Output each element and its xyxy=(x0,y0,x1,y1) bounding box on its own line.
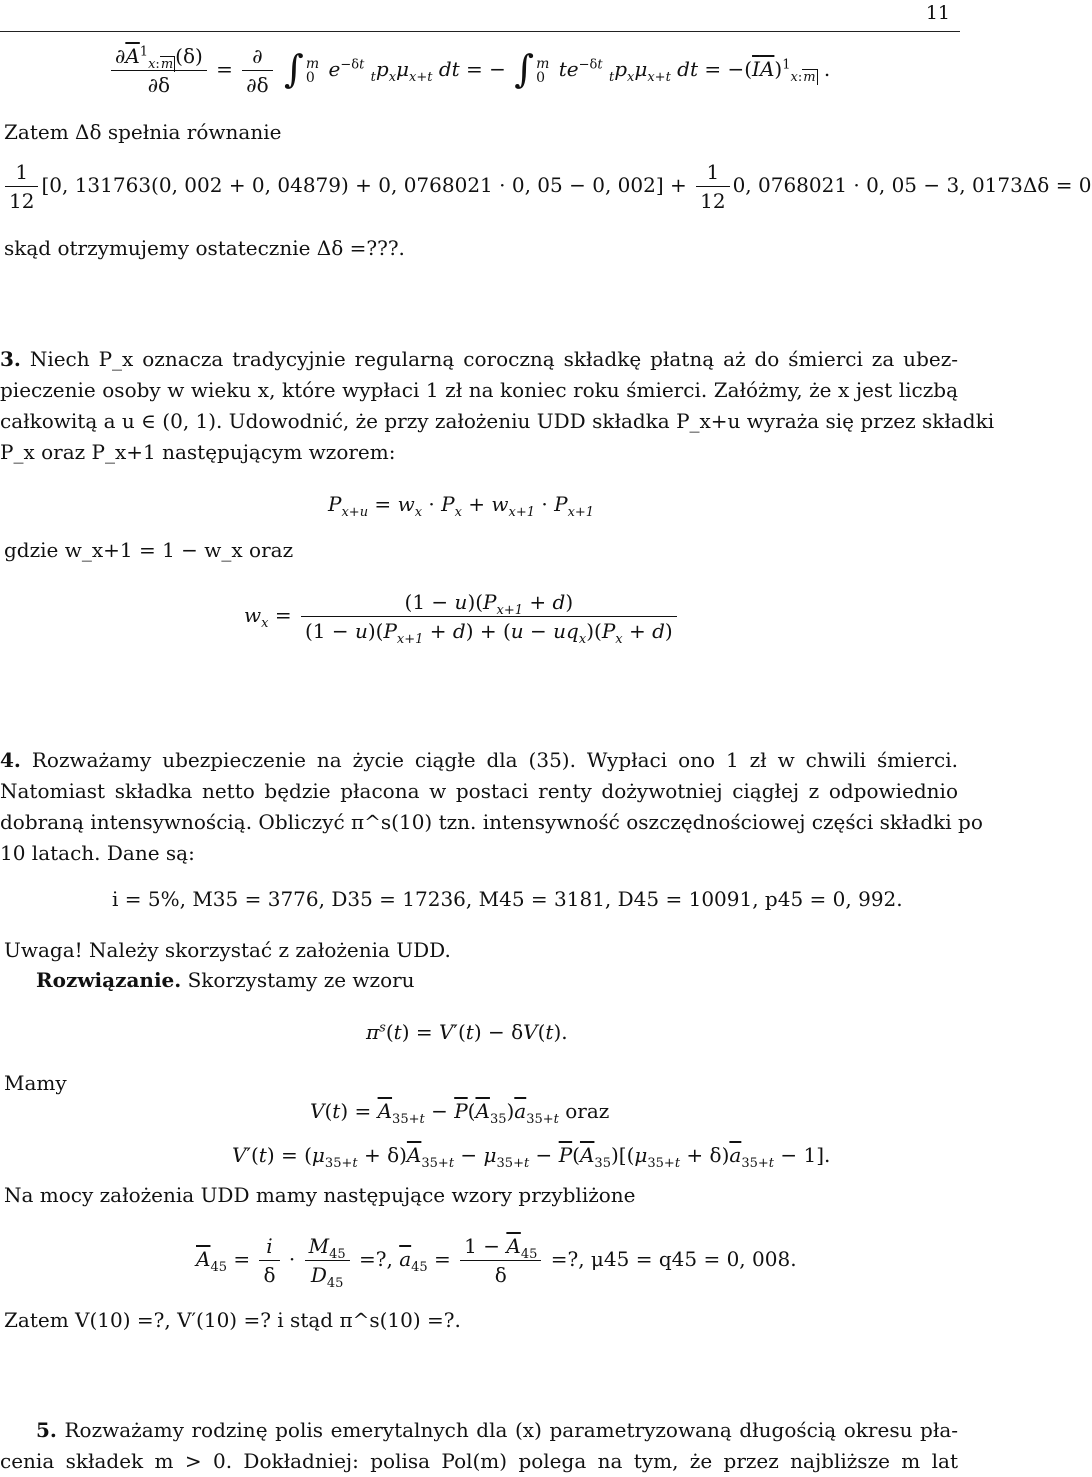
problem3-line2: pieczenie osoby w wieku x, które wypłaci 1 zł na koniec roku śmierci. Załóżmy, że x jest liczbą xyxy=(0,378,958,402)
problem4-line1: 4. Rozważamy ubezpieczenie na życie ciągłe dla (35). Wypłaci ono 1 zł w chwili śmierci. xyxy=(0,748,958,772)
fraction-one: 1 xyxy=(5,160,38,187)
problem4-line3: dobraną intensywnością. Obliczyć π^s(10) tzn. intensywność oszczędnościowej części składki po xyxy=(0,810,983,834)
udd-premium-formula: $P_{x+u} = w_x \cdot P_x + w_{x+1} \cdot P_{x+1}$ xyxy=(328,492,595,520)
bracket-expression: [0, 131763(0, 002 + 0, 04879) + 0, 0768021 · 0, 05 − 0, 002] + xyxy=(41,173,687,197)
problem5-line1: 5. Rozważamy rodzinę polis emerytalnych dla (x) parametryzowaną długością okresu pła- xyxy=(36,1418,959,1442)
problem3-line4: P_x oraz P_x+1 następującym wzorem: xyxy=(0,440,396,464)
uwaga-line: Uwaga! Należy skorzystać z założenia UDD. xyxy=(4,938,451,962)
fraction-twelve: 12 xyxy=(9,189,35,213)
problem4-number: 4. xyxy=(0,748,21,772)
weight-formula: $w_x$ = $\frac{(1 - u)(P_{x+1} + d)}{(1 - u)(P_{x+1} + d) + (u - uq_x)(P_x + d)}$ xyxy=(244,590,680,643)
problem3-line3: całkowitą a u ∈ (0, 1). Udowodnić, że przy założeniu UDD składka P_x+u wyraża się przez składki xyxy=(0,409,995,433)
problem3-line1: 3. Niech P_x oznacza tradycyjnie regularną coroczną składkę płatną aż do śmierci za ubez- xyxy=(0,347,958,371)
reserve-formula: $V(t) = \overline{A}_{35+t} - \overline{P}(\overline{A}_{35})\overline{a}_{35+t}$ oraz xyxy=(310,1099,610,1127)
fraction-twelve-b: 12 xyxy=(700,189,726,213)
savings-premium-formula: $\pi^s(t) = V'(t) - \delta V(t)$. xyxy=(366,1020,568,1044)
header-rule xyxy=(0,31,960,32)
skad-line: skąd otrzymujemy ostatecznie Δδ =???. xyxy=(4,236,405,260)
oraz-word: oraz xyxy=(565,1099,610,1123)
gdzie-line: gdzie w_x+1 = 1 − w_x oraz xyxy=(4,538,294,562)
problem4-line4: 10 latach. Dane są: xyxy=(0,841,195,865)
problem5-line2: cenia składek m > 0. Dokładniej: polisa Pol(m) polega na tym, że przez najbliższe m lat xyxy=(0,1449,958,1473)
problem3-number: 3. xyxy=(0,347,21,371)
reserve-derivative-formula: $V'(t) = (\mu_{35+t} + \delta)\overline{A}_{35+t} - \mu_{35+t} - \overline{P}(\overline{A}_{35})[(\mu_{35+t} + \delta)\overline{a}_{35+t} - 1]$. xyxy=(232,1143,831,1171)
zatem-v10-line: Zatem V(10) =?, V′(10) =? i stąd π^s(10) =?. xyxy=(4,1308,461,1332)
na-mocy-line: Na mocy założenia UDD mamy następujące wzory przybliżone xyxy=(4,1183,636,1207)
problem4-line2: Natomiast składka netto będzie płacona w postaci renty dożywotniej ciągłej z odpowiednio xyxy=(0,779,958,803)
mu-q-expression: =?, μ45 = q45 = 0, 008. xyxy=(550,1247,797,1271)
numeric-equation xyxy=(2,160,1092,213)
problem5-number: 5. xyxy=(36,1418,57,1442)
rozwiazanie-label: Rozwiązanie. xyxy=(36,968,182,992)
fraction-one-b: 1 xyxy=(696,160,729,187)
udd-approximations: $\overline{A}_{45}$ = $\frac{i}{\delta}$ · $\frac{M_{45}}{D_{45}}$ =?, $\overline{a}_{45}$ = $\frac{1 - \overline{A}_{45}}{\delta}$ =?, μ45 = q45 = 0, 008. xyxy=(196,1234,797,1291)
tail-expression: 0, 0768021 · 0, 05 − 3, 0173Δδ = 0 xyxy=(732,173,1092,197)
page-number: 11 xyxy=(925,2,950,24)
zatem-line: Zatem Δδ spełnia równanie xyxy=(4,120,282,144)
mamy-line: Mamy xyxy=(4,1071,67,1095)
derivative-equation: $\frac{\partial\overline{A}^1_{x:m} (\delta)}{\partial\delta}$ = $\frac{\partial}{\partial\delta}$ ∫ m 0 $e^{-\delta t}$ $_tp_x\mu_{x+t}$ dt = − ∫ m 0 $te^{-\delta t}$ $_tp_x\mu_{x+t}$ dt = $-(\overline{I}\overline{A})^1_{x:m}$ . xyxy=(108,44,830,97)
problem4-data: i = 5%, M35 = 3776, D35 = 17236, M45 = 3181, D45 = 10091, p45 = 0, 992. xyxy=(112,887,903,911)
rozwiazanie-line: Rozwiązanie. Skorzystamy ze wzoru xyxy=(36,968,415,992)
